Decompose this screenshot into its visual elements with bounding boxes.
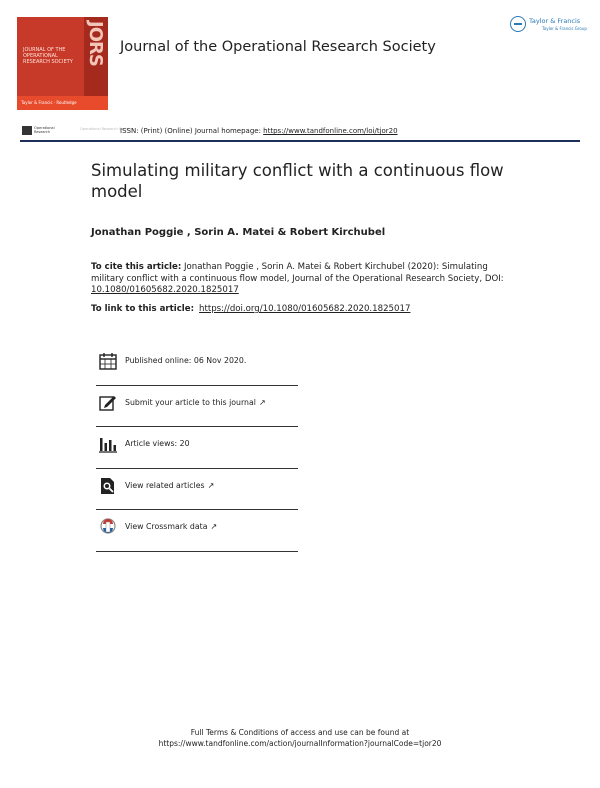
submit-row[interactable]	[96, 386, 298, 428]
publisher-logo[interactable]	[510, 16, 585, 38]
citation-doi-link[interactable]: 10.1080/01605682.2020.1825017	[91, 285, 239, 295]
footer-terms-link[interactable]: https://www.tandfonline.com/action/journalInformation?journalCode=tjor20	[158, 739, 442, 748]
society-logo	[22, 126, 55, 135]
journal-homepage-link[interactable]: https://www.tandfonline.com/loi/tjor20	[263, 127, 398, 135]
cover-jors-text: JORS	[85, 21, 106, 66]
related-search-icon	[99, 477, 117, 495]
article-link-line	[91, 304, 410, 314]
article-views: Article views: 20	[125, 439, 190, 448]
article-info-list	[96, 344, 298, 552]
citation-text: Jonathan Poggie , Sorin A. Matei & Robert Kirchubel (2020): Simulating military conflict with a continuous flow model, Journal of the Operational Research Society, DOI:	[91, 262, 504, 284]
issn-line	[120, 127, 398, 135]
publisher-sub: Taylor & Francis Group	[542, 26, 587, 31]
journal-cover-image	[17, 17, 108, 110]
article-link-label: To link to this article:	[91, 304, 195, 314]
crossmark-row[interactable]	[96, 510, 298, 552]
header-divider	[20, 140, 580, 142]
external-link-icon: ↗	[258, 397, 266, 407]
edit-icon	[99, 394, 117, 412]
submit-article-label: Submit your article to this journal	[125, 397, 256, 407]
related-articles-link[interactable]	[125, 481, 214, 490]
society-logo-text: Operational Research	[34, 126, 55, 134]
article-title: Simulating military conflict with a continuous flow model	[91, 161, 504, 201]
publisher-logo-icon	[510, 16, 526, 32]
published-date: Published online: 06 Nov 2020.	[125, 356, 247, 365]
publisher-name: Taylor & Francis	[529, 17, 581, 25]
journal-title: Journal of the Operational Research Society	[120, 39, 436, 55]
views-row	[96, 427, 298, 469]
calendar-icon	[99, 352, 117, 370]
related-articles-label: View related articles	[125, 480, 205, 490]
society-logo-secondary: Operational Research Society	[80, 127, 132, 131]
cover-bar	[17, 96, 108, 110]
bar-chart-icon	[99, 435, 117, 453]
issn-prefix: ISSN: (Print) (Online) Journal homepage:	[120, 127, 264, 135]
footer-line-1: Full Terms & Conditions of access and use can be found at	[190, 728, 410, 737]
society-logo-mark	[22, 126, 32, 135]
published-row	[96, 344, 298, 386]
citation-block	[91, 262, 511, 297]
footer-terms	[0, 727, 600, 749]
citation-label: To cite this article:	[91, 262, 182, 272]
article-doi-link[interactable]: https://doi.org/10.1080/01605682.2020.1825017	[199, 304, 411, 314]
related-row[interactable]	[96, 469, 298, 511]
external-link-icon: ↗	[207, 480, 215, 490]
cover-bar-text: Taylor & Francis · Routledge	[21, 100, 77, 105]
crossmark-link[interactable]	[125, 522, 217, 531]
cover-title: JOURNAL OF THE OPERATIONAL RESEARCH SOCIETY	[23, 47, 73, 65]
external-link-icon: ↗	[210, 522, 218, 531]
article-authors: Jonathan Poggie , Sorin A. Matei & Robert Kirchubel	[91, 227, 386, 238]
crossmark-icon	[99, 518, 117, 536]
crossmark-label: View Crossmark data	[125, 522, 208, 531]
submit-article-link[interactable]	[125, 398, 266, 407]
